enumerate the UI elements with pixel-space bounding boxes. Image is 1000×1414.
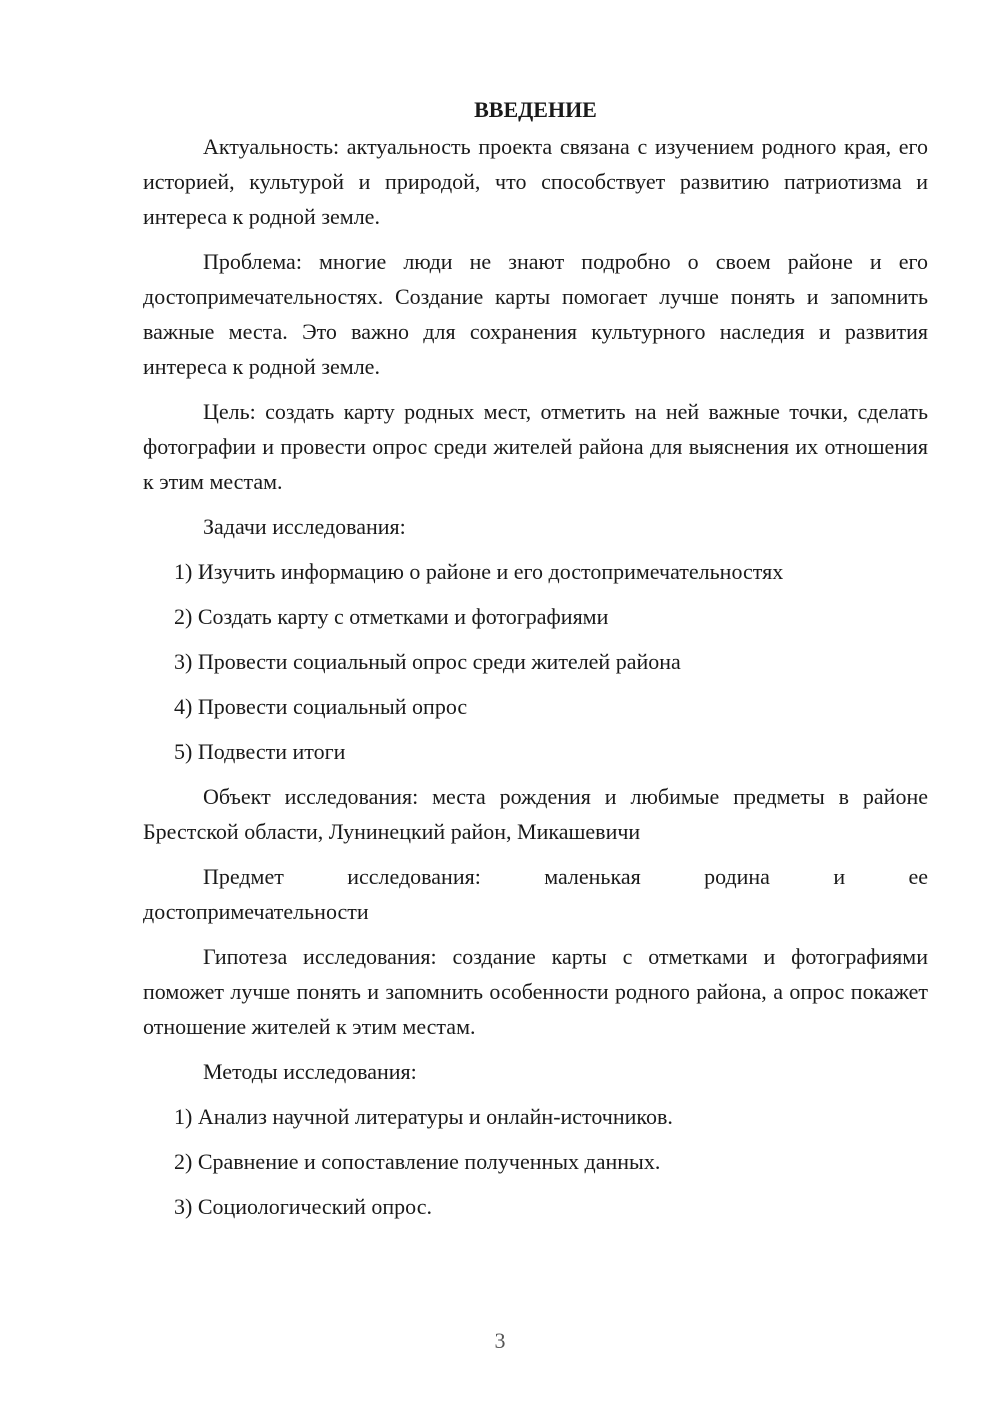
problem-paragraph: Проблема: многие люди не знают подробно о своем районе и его достопримечательностях. Создание карты помогает лучше понять и запомнить важные места. Это важно для сохранения культурного наследия и развития интереса к родной земле. [143,249,928,379]
method-item: 2) Сравнение и сопоставление полученных данных. [174,1149,661,1174]
page-number: 3 [494,1328,506,1353]
object-paragraph: Объект исследования: места рождения и любимые предметы в районе Брестской области, Лунинецкий район, Микашевичи [143,784,928,844]
task-item: 2) Создать карту с отметками и фотографиями [174,604,609,629]
document-page [143,92,928,1234]
hypothesis-paragraph: Гипотеза исследования: создание карты с отметками и фотографиями поможет лучше понять и запомнить особенности родного района, а опрос покажет отношение жителей к этим местам. [143,944,928,1039]
task-item: 3) Провести социальный опрос среди жителей района [174,649,681,674]
subject-paragraph [143,859,928,929]
relevance-paragraph: Актуальность: актуальность проекта связана с изучением родного края, его историей, культурой и природой, что способствует развитию патриотизма и интереса к родной земле. [143,134,928,229]
method-item: 3) Социологический опрос. [174,1194,432,1219]
method-item: 1) Анализ научной литературы и онлайн-источников. [174,1104,673,1129]
goal-paragraph: Цель: создать карту родных мест, отметить на ней важные точки, сделать фотографии и провести опрос среди жителей района для выяснения их отношения к этим местам. [143,399,928,494]
task-item: 5) Подвести итоги [174,739,346,764]
subject-line-2: достопримечательности [143,899,369,924]
tasks-heading: Задачи исследования: [203,514,406,539]
subject-line-1: Предмет исследования: маленькая родина и ее [203,864,928,889]
section-title: ВВЕДЕНИЕ [474,97,597,122]
methods-heading: Методы исследования: [203,1059,417,1084]
task-item: 1) Изучить информацию о районе и его достопримечательностях [174,559,784,584]
task-item: 4) Провести социальный опрос [174,694,468,719]
